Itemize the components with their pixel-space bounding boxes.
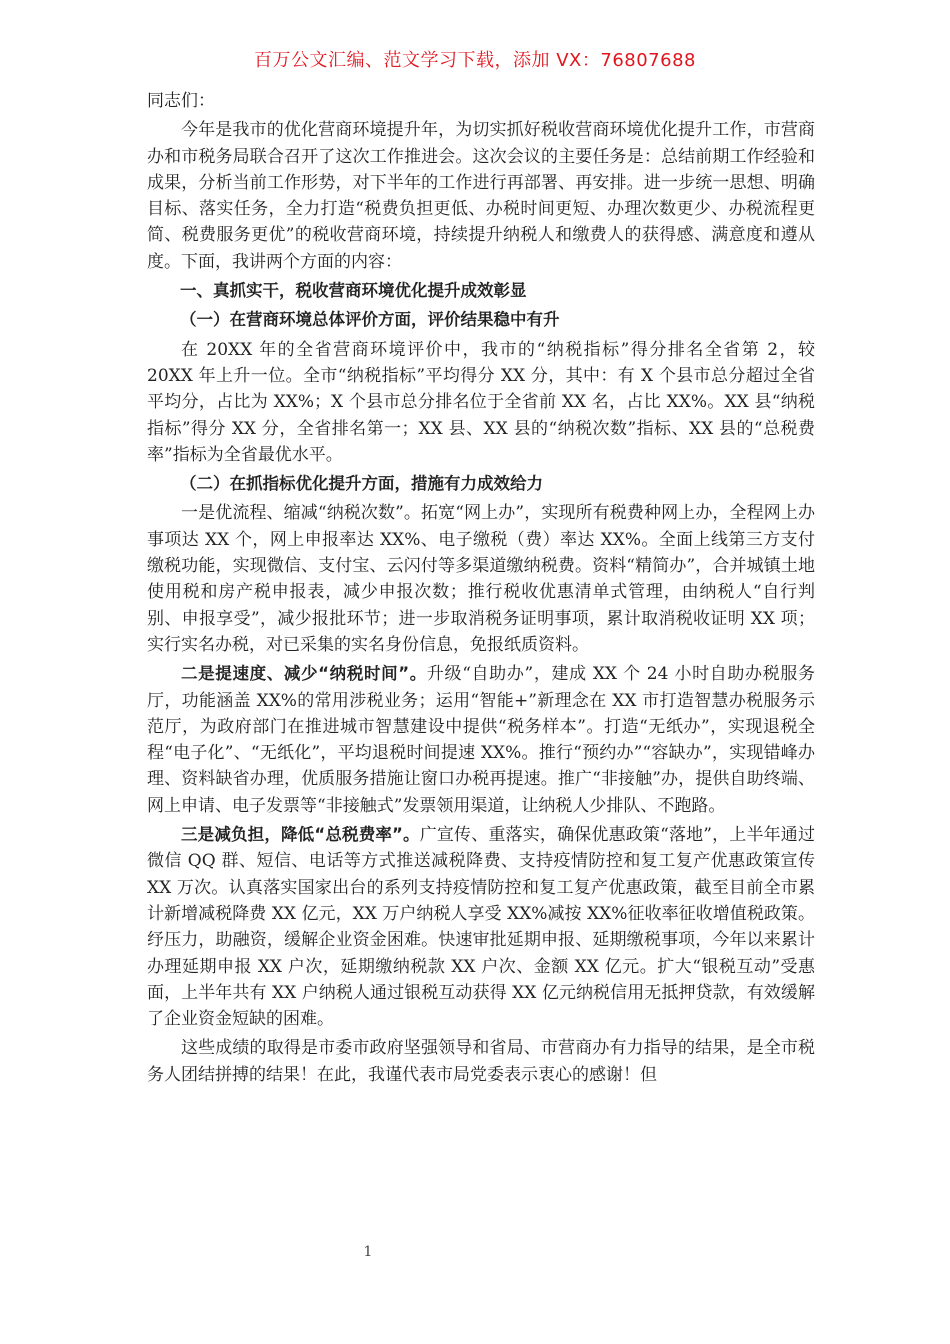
- point-3-body: 广宣传、重落实，确保优惠政策“落地”，上半年通过微信 QQ 群、短信、电话等方式推送减税降费、支持疫情防控和复工复产优惠政策宣传 XX 万次。认真落实国家出台的系列支持疫情防控和复工复产优惠政策，截至目前全市累计新增减税降费 XX 亿元，XX 万户纳税人享受 XX%减按 XX%征收率征收增值税政策。纾压力，助融资，缓解企业资金困难。快速审批延期申报、延期缴税事项，今年以来累计办理延期申报 XX 户次，延期缴纳税款 XX 户次、金额 XX 亿元。扩大“银税互动”受惠面，上半年共有 XX 户纳税人通过银税互动获得 XX 亿元纳税信用无抵押贷款，有效缓解了企业资金短缺的困难。: [147, 825, 815, 1030]
- subsection-1-paragraph: 在 20XX 年的全省营商环境评价中，我市的“纳税指标”得分排名全省第 2，较 20XX 年上升一位。全市“纳税指标”平均得分 XX 分，其中：有 X 个县市总分超过全省平均分，占比为 XX%；X 个县市总分排名位于全省前 XX 名，占比 XX%。XX 县“纳税指标”得分 XX 分，全省排名第一；XX 县、XX 县的“纳税次数”指标、XX 县的“总税费率”指标为全省最优水平。: [147, 339, 815, 465]
- section-heading-1: 一、真抓实干，税收营商环境优化提升成效彰显: [180, 281, 527, 301]
- point-1-body: 拓宽“网上办”，实现所有税费种网上办，全程网上办事项达 XX 个，网上申报率达 XX%、电子缴税（费）率达 XX%。全面上线第三方支付缴税功能，实现微信、支付宝、云闪付等多渠道缴纳税费。资料“精简办”，合并城镇土地使用税和房产税申报表，减少申报次数；推行税收优惠清单式管理，由纳税人“自行判别、申报享受”，减少报批环节；进一步取消税务证明事项，累计取消税收证明 XX 项；实行实名办税，对已采集的实名身份信息，免报纸质资料。: [147, 503, 815, 655]
- closing-paragraph: 这些成绩的取得是市委市政府坚强领导和省局、市营商办有力指导的结果，是全市税务人团结拼搏的结果！在此，我谨代表市局党委表示衷心的感谢！但: [147, 1038, 815, 1085]
- point-2-paragraph: [147, 661, 815, 819]
- page-number: 1: [363, 1244, 373, 1260]
- point-3-lead: 三是减负担，降低“总税费率”。: [181, 825, 420, 845]
- intro-paragraph: 今年是我市的优化营商环境提升年，为切实抓好税收营商环境优化提升工作，市营商办和市税务局联合召开了这次工作推进会。这次会议的主要任务是：总结前期工作经验和成果，分析当前工作形势，对下半年的工作进行再部署、再安排。进一步统一思想、明确目标、落实任务，全力打造“税费负担更低、办税时间更短、办理次数更少、办税流程更简、税费服务更优”的税收营商环境，持续提升纳税人和缴费人的获得感、满意度和遵从度。下面，我讲两个方面的内容：: [147, 120, 815, 272]
- watermark-banner: 百万公文汇编、范文学习下载，添加 VX：76807688: [254, 50, 696, 71]
- point-2-lead: 二是提速度、减少“纳税时间”。: [181, 664, 427, 684]
- point-3-paragraph: [147, 822, 815, 1032]
- document-body: [147, 88, 815, 1091]
- point-1-paragraph: [147, 500, 815, 658]
- subsection-heading-1: （一）在营商环境总体评价方面，评价结果稳中有升: [180, 310, 560, 330]
- subsection-heading-2: （二）在抓指标优化提升方面，措施有力成效给力: [180, 474, 543, 494]
- greeting: 同志们：: [147, 91, 215, 111]
- point-1-lead: 一是优流程、缩减“纳税次数”。: [181, 503, 422, 524]
- point-2-body: 升级“自助办”，建成 XX 个 24 小时自助办税服务厅，功能涵盖 XX%的常用涉税业务；运用“智能+”新理念在 XX 市打造智慧办税服务示范厅，为政府部门在推进城市智慧建设中提供“税务样本”。打造“无纸办”，实现退税全程“电子化”、“无纸化”，平均退税时间提速 XX%。推行“预约办”“容缺办”，实现错峰办理、资料缺省办理，优质服务措施让窗口办税再提速。推广“非接触”办，提供自助终端、网上申请、电子发票等“非接触式”发票领用渠道，让纳税人少排队、不跑路。: [147, 664, 815, 816]
